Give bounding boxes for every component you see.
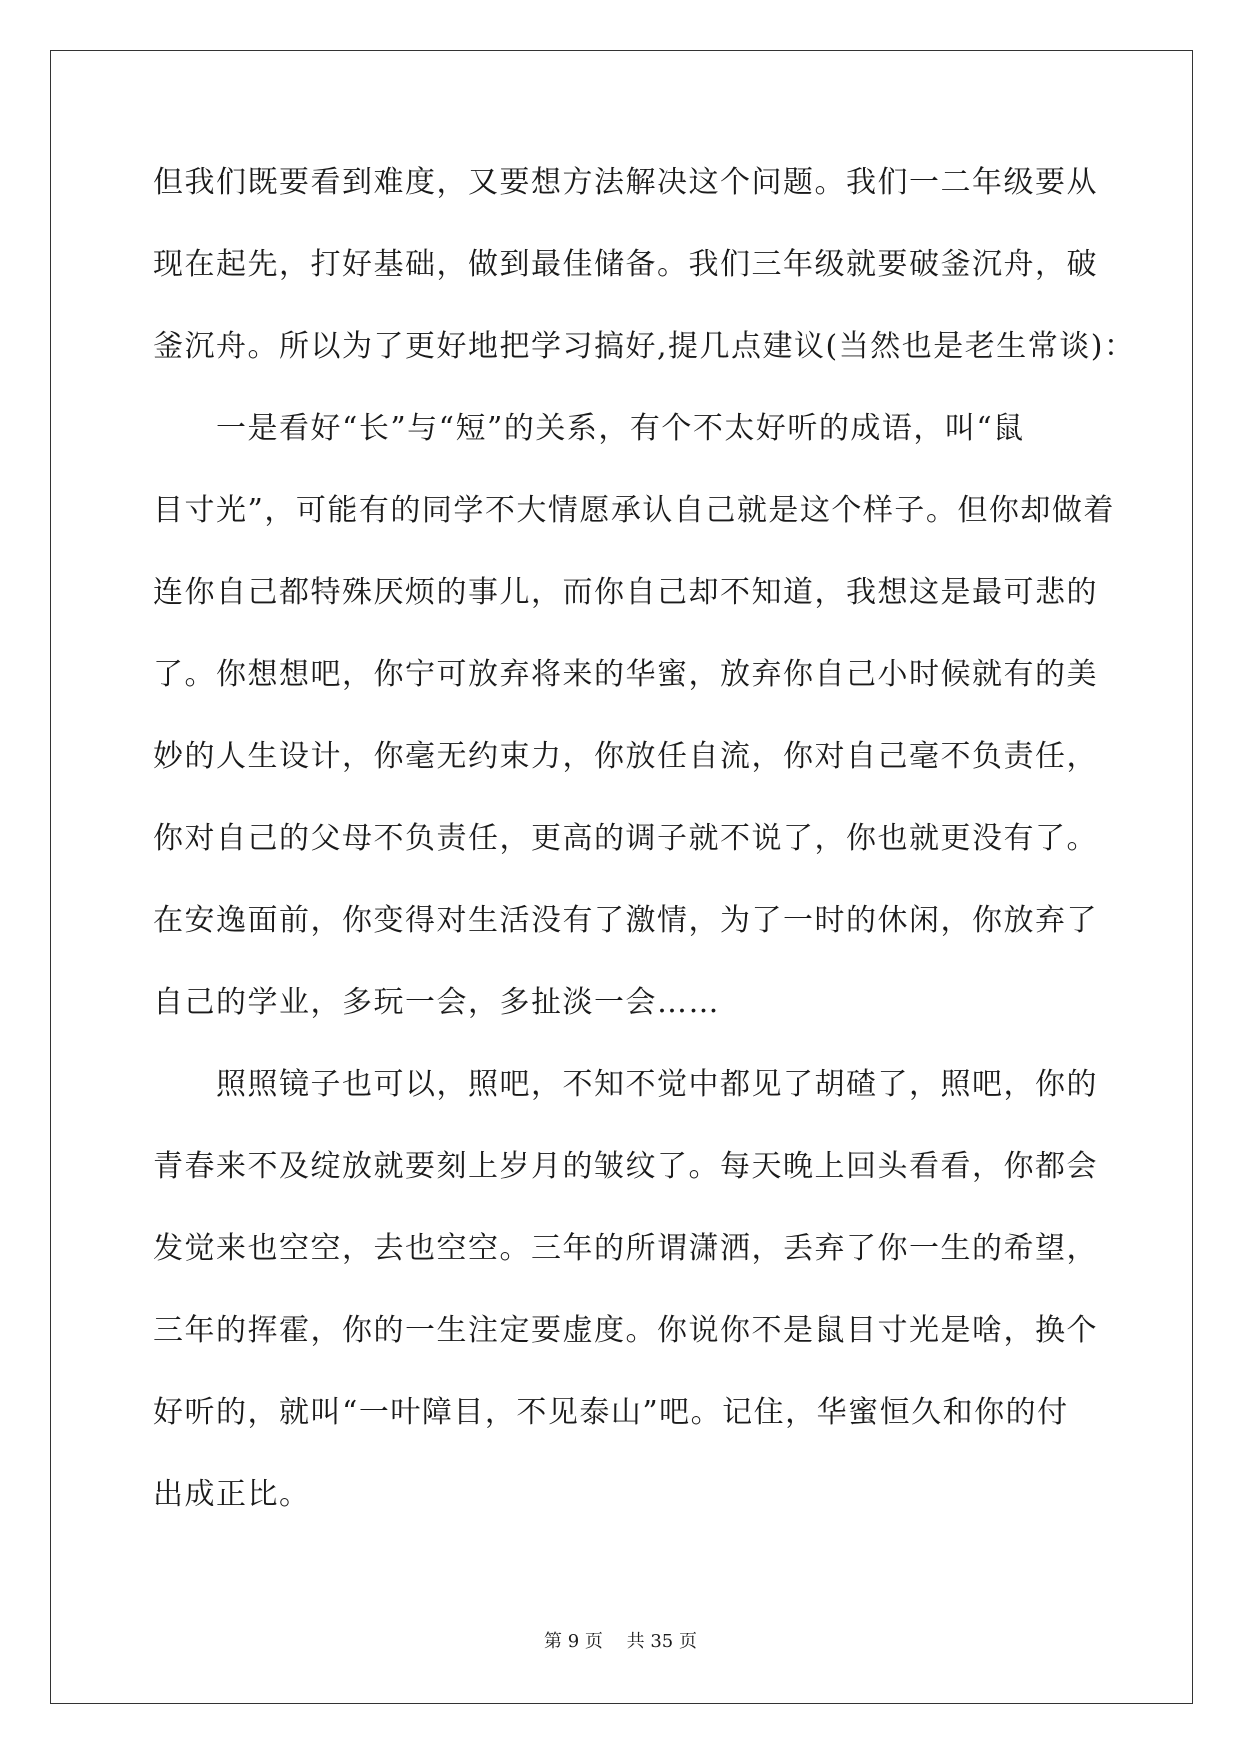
text-line: 现在起先，打好基础，做到最佳储备。我们三年级就要破釜沉舟，破 (153, 247, 1098, 282)
text-line: 连你自己都特殊厌烦的事儿，而你自己却不知道，我想这是最可悲的 (153, 575, 1098, 610)
page-number-footer: 第 9 页 共 35 页 (544, 1631, 697, 1652)
text-line: 但我们既要看到难度，又要想方法解决这个问题。我们一二年级要从 (153, 165, 1098, 200)
text-line: 青春来不及绽放就要刻上岁月的皱纹了。每天晚上回头看看，你都会 (153, 1149, 1098, 1184)
text-line: 妙的人生设计，你毫无约束力，你放任自流，你对自己毫不负责任， (153, 739, 1098, 774)
text-line: 一是看好“长”与“短”的关系，有个不太好听的成语，叫“鼠 (153, 411, 1025, 446)
text-line: 出成正比。 (153, 1477, 311, 1512)
text-line: 自己的学业，多玩一会，多扯淡一会…… (153, 985, 720, 1020)
document-body (153, 163, 1136, 1557)
text-line: 发觉来也空空，去也空空。三年的所谓潇洒，丢弃了你一生的希望， (153, 1231, 1098, 1266)
text-line: 三年的挥霍，你的一生注定要虚度。你说你不是鼠目寸光是啥，换个 (153, 1313, 1098, 1348)
text-line: 照照镜子也可以，照吧，不知不觉中都见了胡碴了，照吧，你的 (153, 1067, 1098, 1102)
text-line: 目寸光”，可能有的同学不大情愿承认自己就是这个样子。但你却做着 (153, 493, 1115, 528)
text-line: 釜沉舟。所以为了更好地把学习搞好,提几点建议(当然也是老生常谈)： (153, 329, 1136, 364)
text-line: 好听的，就叫“一叶障目，不见泰山”吧。记住，华蜜恒久和你的付 (153, 1395, 1069, 1430)
text-line: 了。你想想吧，你宁可放弃将来的华蜜，放弃你自己小时候就有的美 (153, 657, 1098, 692)
text-line: 在安逸面前，你变得对生活没有了激情，为了一时的休闲，你放弃了 (153, 903, 1098, 938)
text-line: 你对自己的父母不负责任，更高的调子就不说了，你也就更没有了。 (153, 821, 1098, 856)
